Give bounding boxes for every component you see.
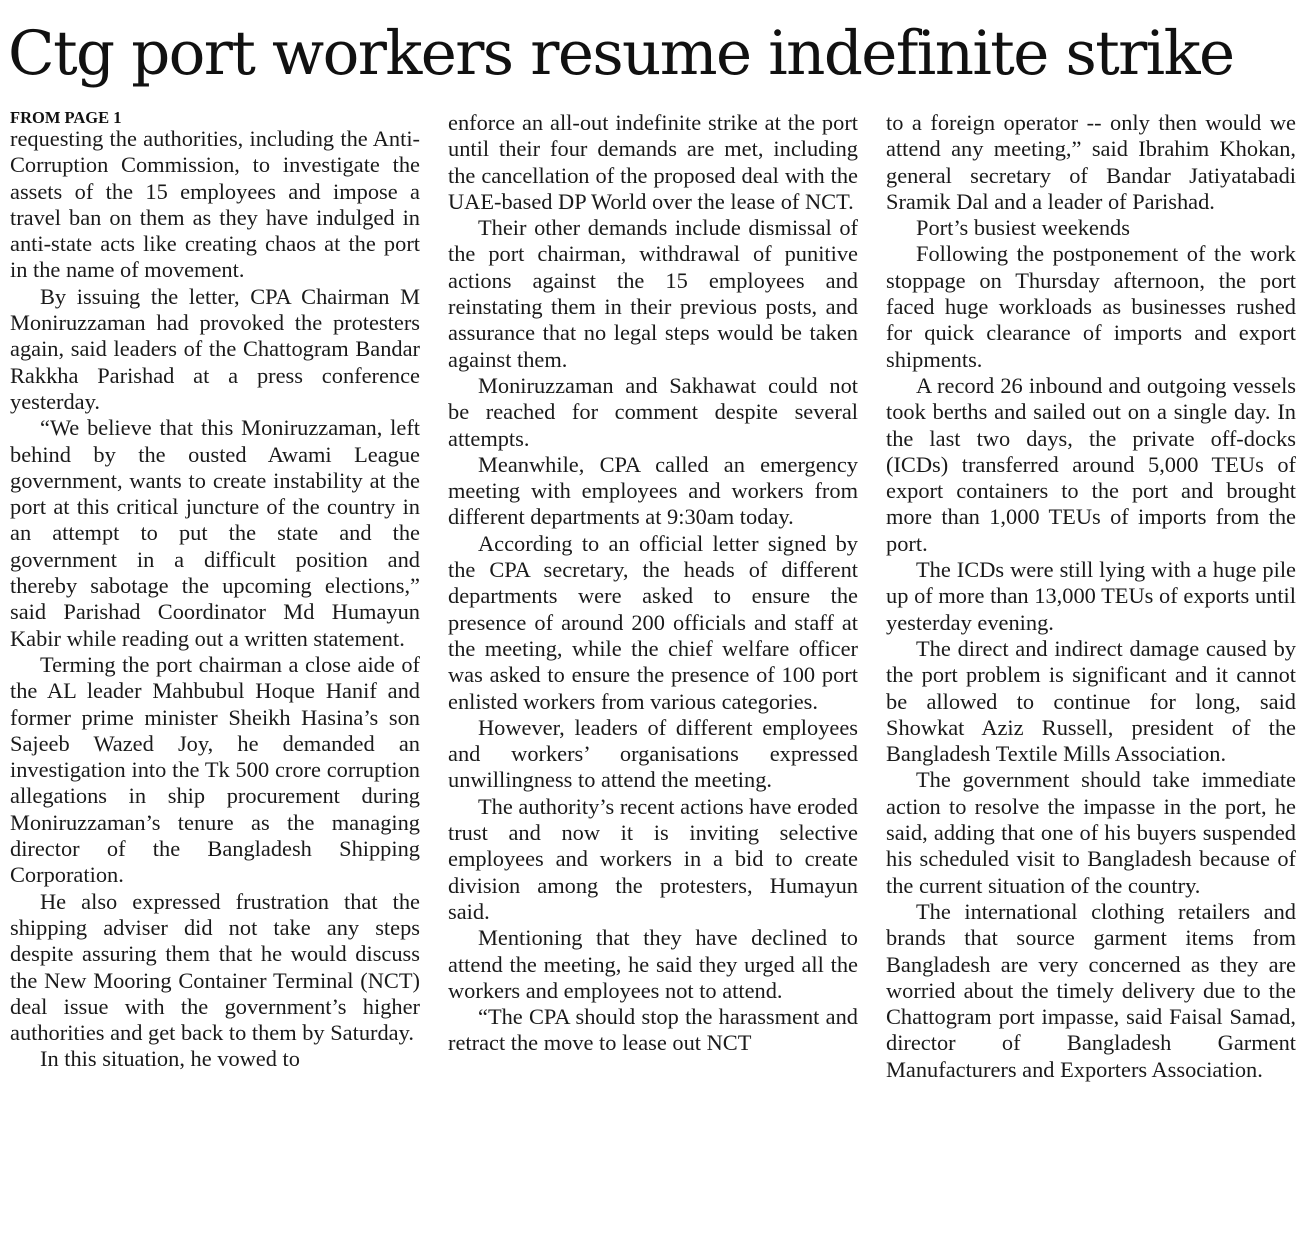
paragraph: According to an official letter signed by the CPA secretary, the heads of different departments were asked to ensure the presence of around 200 officials and staff at the meeting, while the chief welfare officer was asked to ensure the presence of 100 port enlisted workers from various categories. xyxy=(448,530,858,714)
paragraph: A record 26 inbound and outgoing vessels took berths and sailed out on a single day. In the last two days, the private off-docks (ICDs) transferred around 5,000 TEUs of export containers to the port and brought more than 1,000 TEUs of imports from the port. xyxy=(886,372,1296,556)
paragraph: In this situation, he vowed to xyxy=(40,1046,300,1072)
paragraph: enforce an all-out indefinite strike at the port until their four demands are met, including the cancellation of the proposed deal with the UAE-based DP World over the lease of NCT. xyxy=(448,110,858,214)
paragraph: The government should take immediate action to resolve the impasse in the port, he said, adding that one of his buyers suspended his scheduled visit to Bangladesh because of the current situation of the country. xyxy=(886,767,1296,898)
paragraph: However, leaders of different employees and workers’ organisations expressed unwillingness to attend the meeting. xyxy=(448,714,858,793)
paragraph: Terming the port chairman a close aide of the AL leader Mahbubul Hoque Hanif and former prime minister Sheikh Hasina’s son Sajeeb Wazed Joy, he demanded an investigation into the Tk 500 crore corruption allegations in ship procurement during Moniruzzaman’s tenure as the managing director of the Bangladesh Shipping Corporation. xyxy=(10,651,420,888)
article-column-1 xyxy=(10,110,420,1073)
paragraph: “We believe that this Moniruzzaman, left behind by the ousted Awami League government, wants to create instability at the port at this critical juncture of the country in an attempt to put the state and the government in a difficult position and thereby sabotage the upcoming elections,” said Parishad Coordinator Md Humayun Kabir while reading out a written statement. xyxy=(10,415,420,651)
paragraph: requesting the authorities, including the Anti-Corruption Commission, to investigate the assets of the 15 employees and impose a travel ban on them as they have indulged in anti-state acts like creating chaos at the port in the name of movement. xyxy=(10,126,420,283)
paragraph: By issuing the letter, CPA Chairman M Moniruzzaman had provoked the protesters again, said leaders of the Chattogram Bandar Rakkha Parishad at a press conference yesterday. xyxy=(10,283,420,414)
paragraph: to a foreign operator -- only then would we attend any meeting,” said Ibrahim Khokan, general secretary of Bandar Jatiyatabadi Sramik Dal and a leader of Parishad. xyxy=(886,110,1296,214)
headline: Ctg port workers resume indefinite strike xyxy=(8,18,1234,89)
paragraph: He also expressed frustration that the shipping adviser did not take any steps despite assuring them that he would discuss the New Mooring Container Terminal (NCT) deal issue with the government’s higher authorities and get back to them by Saturday. xyxy=(10,888,420,1046)
paragraph: Meanwhile, CPA called an emergency meeting with employees and workers from different departments at 9:30am today. xyxy=(448,451,858,530)
paragraph: Mentioning that they have declined to attend the meeting, he said they urged all the workers and employees not to attend. xyxy=(448,925,858,1003)
paragraph: Moniruzzaman and Sakhawat could not be reached for comment despite several attempts. xyxy=(448,372,858,451)
paragraph: Following the postponement of the work stoppage on Thursday afternoon, the port faced huge workloads as businesses rushed for quick clearance of imports and export shipments. xyxy=(886,241,1296,372)
paragraph: The international clothing retailers and brands that source garment items from Bangladesh are very concerned as they are worried about the timely delivery due to the Chattogram port impasse, said Faisal Samad, director of Bangladesh Garment Manufacturers and Exporters Association. xyxy=(886,898,1296,1082)
paragraph: The direct and indirect damage caused by the port problem is significant and it cannot be allowed to continue for long, said Showkat Aziz Russell, president of the Bangladesh Textile Mills Association. xyxy=(886,635,1296,767)
section-subhead: Port’s busiest weekends xyxy=(916,215,1130,241)
article-column-3 xyxy=(886,110,1296,1083)
continuation-kicker: FROM PAGE 1 xyxy=(10,108,122,127)
paragraph: Their other demands include dismissal of the port chairman, withdrawal of punitive actions against the 15 employees and reinstating them in their previous posts, and assurance that no legal steps would be taken against them. xyxy=(448,215,858,372)
article-column-2 xyxy=(448,110,858,1057)
paragraph: The authority’s recent actions have eroded trust and now it is inviting selective employees and workers in a bid to create division among the protesters, Humayun said. xyxy=(448,793,858,924)
paragraph: “The CPA should stop the harassment and retract the move to lease out NCT xyxy=(448,1004,858,1056)
paragraph: The ICDs were still lying with a huge pile up of more than 13,000 TEUs of exports until yesterday evening. xyxy=(886,557,1296,635)
